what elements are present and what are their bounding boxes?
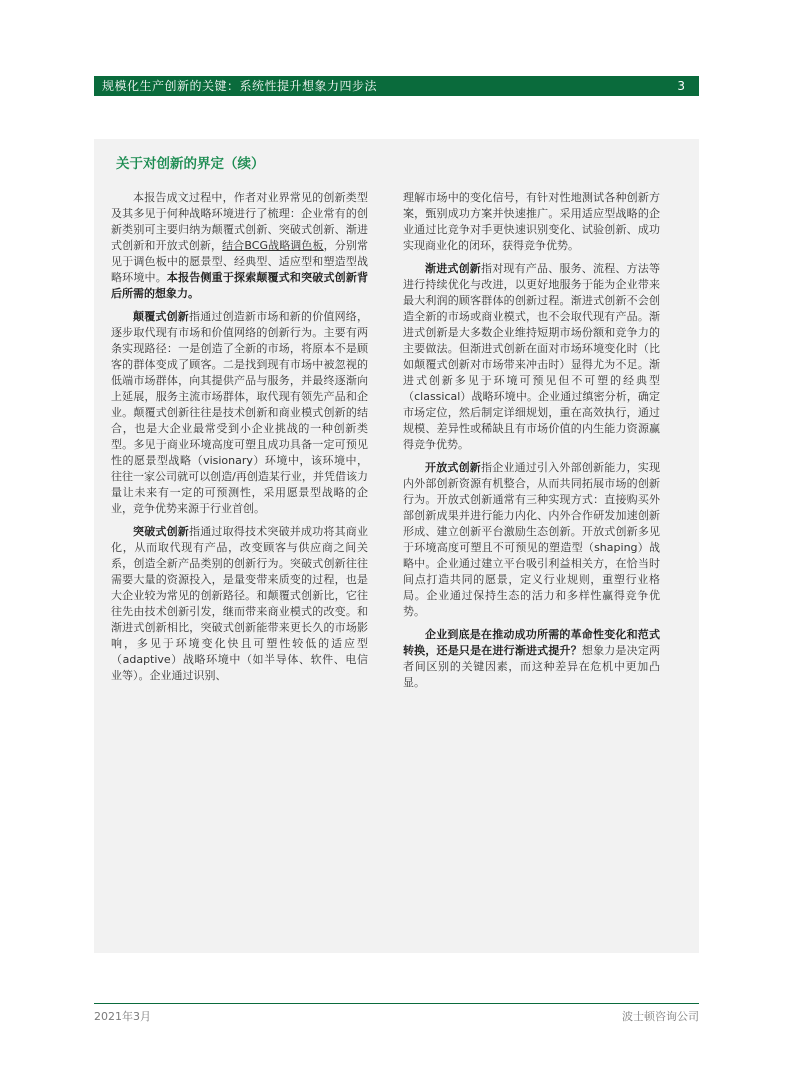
- footer-divider: [94, 1003, 699, 1004]
- intro-emphasis: 本报告侧重于探索颠覆式和突破式创新背后所需的想象力。: [111, 271, 369, 300]
- disruptive-text: 指通过创造新市场和新的价值网络，逐步取代现有市场和价值网络的创新行为。主要有两条实现路径：一是创造了全新的市场，将原本不是顾客的群体变成了顾客。二是找到现有市场中被忽视的低端市场群体，向其提供产品与服务，并最终逐渐向上延展，服务主流市场群体，取代现有领先产品和企业。颠覆式创新往往是技术创新和商业模式创新的结合，也是大企业最常受到小企业挑战的一种创新类型。多见于商业环境高度可塑且成功具备一定可预见性的愿景型战略（visionary）环境中，该环境中，往往一家公司就可以创造/再创造某行业，并凭借该力量让未来有一定的可预测性，采用愿景型战略的企业，竞争优势来源于行业首创。: [111, 310, 368, 515]
- right-column: [403, 190, 660, 698]
- term-disruptive: 颠覆式创新: [133, 310, 189, 323]
- incremental-text: 指对现有产品、服务、流程、方法等进行持续优化与改进，以更好地服务于能为企业带来最大利润的顾客群体的创新过程。渐进式创新不会创造全新的市场或商业模式，也不会取代现有产品。渐进式创新是大多数企业维持短期市场份额和竞争力的主要做法。但渐进式创新在面对市场环境变化时（比如颠覆式创新对市场带来冲击时）显得尤为不足。渐进式创新多见于环境可预见但不可塑的经典型（classical）战略环境中。企业通过缜密分析，确定市场定位，然后制定详细规划，重在高效执行，通过规模、差异性或稀缺且有市场价值的内生能力资源赢得竞争优势。: [403, 262, 660, 451]
- conclusion-text: 想象力是决定两者间区别的关键因素，而这种差异在危机中更加凸显。: [403, 644, 661, 689]
- conclusion-paragraph: [403, 627, 660, 691]
- header-title: 规模化生产创新的关键：系统性提升想象力四步法: [102, 79, 378, 93]
- intro-text: 本报告成文过程中，作者对业界常见的创新类型及其多见于何种战略环境进行了梳理：企业常有的创新类别可主要归纳为颠覆式创新、突破式创新、渐进式创新和开放式创新，: [111, 191, 368, 252]
- term-open: 开放式创新: [425, 461, 481, 474]
- incremental-paragraph: [403, 261, 660, 453]
- content-panel: [94, 139, 699, 953]
- page-number: 3: [677, 79, 685, 93]
- open-paragraph: [403, 460, 660, 620]
- disruptive-paragraph: [111, 309, 368, 517]
- section-title: 关于对创新的界定（续）: [116, 156, 265, 172]
- breakthrough-continued: [403, 190, 660, 254]
- left-column: [111, 190, 368, 691]
- breakthrough-cont-text: 理解市场中的变化信号，有针对性地测试各种创新方案，甄别成功方案并快速推广。采用适应型战略的企业通过比竞争对手更快速识别变化、试验创新、成功实现商业化的闭环，获得竞争优势。: [403, 191, 660, 252]
- open-text: 指企业通过引入外部创新能力，实现内外部创新资源有机整合，从而共同拓展市场的创新行为。开放式创新通常有三种实现方式：直接购买外部创新成果并进行能力内化、内外合作研发加速创新形成、建立创新平台激励生态创新。开放式创新多见于环境高度可塑且不可预见的塑造型（shaping）战略中。企业通过建立平台吸引利益相关方，在恰当时间点打造共同的愿景，定义行业规则，重塑行业格局。企业通过保持生态的活力和多样性赢得竞争优势。: [403, 461, 660, 618]
- page-header: [94, 76, 699, 96]
- conclusion-emphasis: 企业到底是在推动成功所需的革命性变化和范式转换，还是只是在进行渐进式提升？: [403, 628, 660, 657]
- breakthrough-text: 指通过取得技术突破并成功将其商业化，从而取代现有产品，改变顾客与供应商之间关系，创造全新产品类别的创新行为。突破式创新往往需要大量的资源投入，是量变带来质变的过程，也是大企业较为常见的创新路径。和颠覆式创新比，它往往先由技术创新引发，继而带来商业模式的改变。和渐进式创新相比，突破式创新能带来更长久的市场影响，多见于环境变化快且可塑性较低的适应型（adaptive）战略环境中（如半导体、软件、电信业等）。企业通过识别、: [111, 525, 368, 682]
- footer-company: 波士顿咨询公司: [622, 1010, 699, 1023]
- intro-text-2: ，分别常见于调色板中的愿景型、经典型、适应型和塑造型战略环境中。: [111, 239, 369, 284]
- bcg-palette-link[interactable]: 结合BCG战略调色板: [222, 239, 324, 252]
- intro-paragraph: [111, 190, 368, 302]
- breakthrough-paragraph: [111, 524, 368, 684]
- term-incremental: 渐进式创新: [425, 262, 481, 275]
- term-breakthrough: 突破式创新: [133, 525, 189, 538]
- footer-date: 2021年3月: [94, 1010, 151, 1023]
